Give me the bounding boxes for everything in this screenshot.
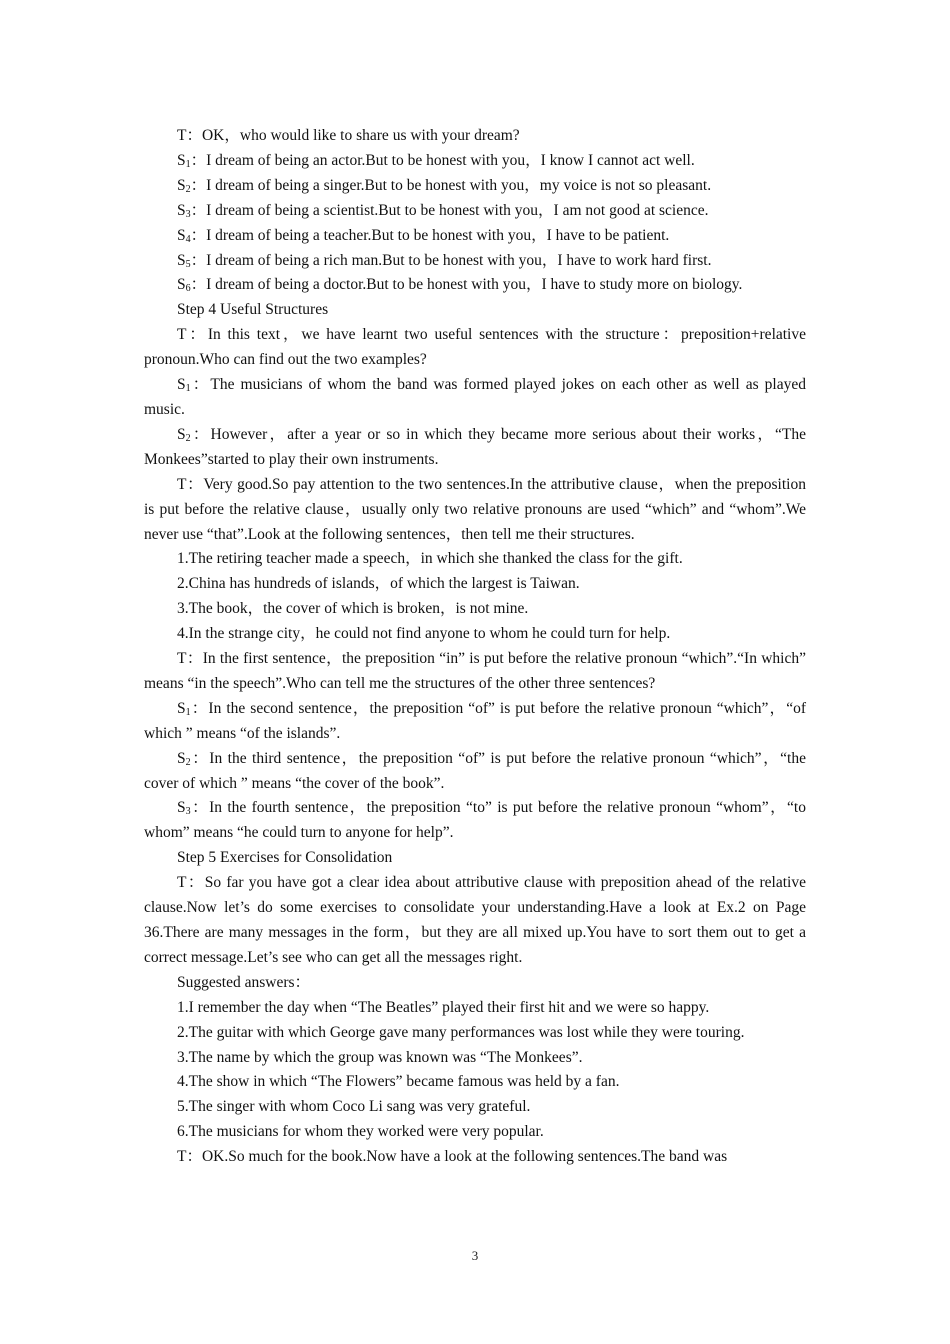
paragraph-text: 2.China has hundreds of islands，of which the largest is Taiwan. <box>177 575 580 593</box>
speaker-label: T <box>177 1148 187 1166</box>
paragraph-text: The musicians of whom the band was formed played jokes on each other as well as played music. <box>144 376 806 418</box>
dialogue-paragraph <box>144 249 806 274</box>
speaker-label: S <box>177 226 186 244</box>
paragraph-text: However，after a year or so in which they became more serious about their works，“The Monkees”started to play their own instruments. <box>144 425 806 468</box>
speaker-subscript: 1 <box>185 706 191 718</box>
text-paragraph <box>144 298 806 323</box>
dialogue-paragraph <box>144 323 806 373</box>
dialogue-paragraph <box>144 796 806 846</box>
speaker-label: S <box>177 749 186 767</box>
paragraph-text: I dream of being a teacher.But to be honest with you，I have to be patient. <box>206 226 670 244</box>
paragraph-text: 1.The retiring teacher made a speech，in which she thanked the class for the gift. <box>177 550 683 568</box>
speaker-label: S <box>177 251 186 269</box>
dialogue-paragraph <box>144 149 806 174</box>
speaker-subscript: 3 <box>185 806 191 818</box>
text-paragraph <box>144 622 806 647</box>
paragraph-text: I dream of being a doctor.But to be honest with you，I have to study more on biology. <box>206 276 743 294</box>
speaker-subscript: 5 <box>185 258 191 270</box>
paragraph-text: 4.The show in which “The Flowers” became famous was held by a fan. <box>177 1073 620 1091</box>
dialogue-paragraph <box>144 871 806 971</box>
dialogue-paragraph <box>144 273 806 298</box>
speaker-subscript: 4 <box>185 233 191 245</box>
paragraph-text: In the third sentence，the preposition “of” is put before the relative pronoun “which”，“the cover of which ” means “the cover of the book”. <box>144 749 806 792</box>
speaker-subscript: 3 <box>185 208 191 220</box>
speaker-separator: ： <box>190 749 210 767</box>
paragraph-text: I dream of being a singer.But to be honest with you，my voice is not so pleasant. <box>206 176 712 194</box>
speaker-separator: ： <box>190 251 207 269</box>
text-paragraph <box>144 597 806 622</box>
speaker-label: S <box>177 276 186 294</box>
speaker-label: T <box>177 326 187 344</box>
paragraph-text: 2.The guitar with which George gave many performances was lost while they were touring. <box>177 1023 745 1041</box>
dialogue-paragraph <box>144 224 806 249</box>
speaker-label: S <box>177 201 186 219</box>
dialogue-paragraph <box>144 747 806 797</box>
text-paragraph <box>144 1095 806 1120</box>
speaker-subscript: 2 <box>185 183 191 195</box>
speaker-subscript: 1 <box>185 158 191 170</box>
text-paragraph <box>144 547 806 572</box>
speaker-label: T <box>177 127 187 144</box>
text-paragraph <box>144 971 806 996</box>
paragraph-text: 5.The singer with whom Coco Li sang was very grateful. <box>177 1098 531 1116</box>
speaker-separator: ： <box>186 1148 202 1166</box>
speaker-label: S <box>177 176 186 194</box>
text-paragraph <box>144 996 806 1021</box>
page-number: 3 <box>471 1248 479 1263</box>
document-body <box>144 124 806 1170</box>
text-paragraph <box>144 572 806 597</box>
speaker-separator: ： <box>190 425 211 443</box>
speaker-subscript: 1 <box>185 383 191 395</box>
paragraph-text: Step 4 Useful Structures <box>177 301 329 319</box>
speaker-separator: ： <box>190 151 207 169</box>
speaker-label: S <box>177 425 186 443</box>
speaker-label: T <box>177 874 187 892</box>
paragraph-text: In the fourth sentence，the preposition “to” is put before the relative pronoun “whom”，“to whom” means “he could turn to anyone for help”. <box>144 799 806 842</box>
paragraph-text: I dream of being a rich man.But to be honest with you，I have to work hard first. <box>206 251 712 269</box>
speaker-separator: ： <box>190 176 207 194</box>
speaker-separator: ： <box>190 799 210 817</box>
paragraph-text: OK.So much for the book.Now have a look at the following sentences.The band was <box>201 1148 728 1166</box>
dialogue-paragraph <box>144 423 806 473</box>
speaker-label: T <box>177 475 187 493</box>
speaker-separator: ： <box>190 226 207 244</box>
speaker-separator: ： <box>190 201 207 219</box>
text-paragraph <box>144 1070 806 1095</box>
paragraph-text: 1.I remember the day when “The Beatles” played their first hit and we were so happy. <box>177 998 710 1016</box>
speaker-subscript: 6 <box>185 283 191 295</box>
dialogue-paragraph <box>144 199 806 224</box>
paragraph-text: 6.The musicians for whom they worked were very popular. <box>177 1123 544 1141</box>
speaker-separator: ： <box>186 326 208 344</box>
dialogue-paragraph <box>144 697 806 747</box>
paragraph-text: Step 5 Exercises for Consolidation <box>177 849 393 867</box>
speaker-subscript: 2 <box>185 432 191 444</box>
paragraph-text: OK，who would like to share us with your dream? <box>201 127 520 144</box>
speaker-label: S <box>177 699 186 717</box>
text-paragraph <box>144 1120 806 1145</box>
paragraph-text: 4.In the strange city，he could not find anyone to whom he could turn for help. <box>177 625 671 643</box>
dialogue-paragraph <box>144 1145 806 1170</box>
paragraph-text: In the first sentence，the preposition “in” is put before the relative pronoun “which”.“In which” means “in the speech”.Who can tell me the structures of the other three sentences? <box>144 650 806 692</box>
dialogue-paragraph <box>144 647 806 697</box>
speaker-separator: ： <box>190 699 209 717</box>
text-paragraph <box>144 1046 806 1071</box>
speaker-separator: ： <box>186 127 202 144</box>
speaker-label: S <box>177 151 186 169</box>
speaker-separator: ： <box>186 650 203 668</box>
dialogue-paragraph <box>144 174 806 199</box>
speaker-label: S <box>177 799 186 817</box>
dialogue-paragraph <box>144 124 806 149</box>
paragraph-text: In this text，we have learnt two useful sentences with the structure：preposition+relative pronoun.Who can find out the two examples? <box>144 326 806 369</box>
paragraph-text: So far you have got a clear idea about attributive clause with preposition ahead of the relative clause.Now let’s do some exercises to consolidate your understanding.Have a look at Ex.2 on Page 36.There are many messages in the form，but they are all mixed up.You have to sort them out to get a correct message.Let’s see who can get all the messages right. <box>144 874 806 966</box>
paragraph-text: 3.The name by which the group was known was “The Monkees”. <box>177 1048 583 1066</box>
paragraph-text: I dream of being an actor.But to be honest with you，I know I cannot act well. <box>206 151 695 169</box>
paragraph-text: In the second sentence，the preposition “of” is put before the relative pronoun “which”，“of which ” means “of the islands”. <box>144 699 806 742</box>
speaker-subscript: 2 <box>185 756 191 768</box>
speaker-separator: ： <box>186 874 205 892</box>
dialogue-paragraph <box>144 373 806 423</box>
paragraph-text: 3.The book，the cover of which is broken，is not mine. <box>177 600 529 618</box>
text-paragraph <box>144 846 806 871</box>
speaker-label: S <box>177 376 186 394</box>
speaker-separator: ： <box>186 475 204 493</box>
speaker-separator: ： <box>190 376 211 394</box>
text-paragraph <box>144 1021 806 1046</box>
paragraph-text: I dream of being a scientist.But to be honest with you，I am not good at science. <box>206 201 709 219</box>
paragraph-text: Very good.So pay attention to the two sentences.In the attributive clause，when the preposition is put before the relative clause，usually only two relative pronouns are used “which” and “whom”.We never use “that”.Look at the following sentences，then tell me their structures. <box>144 475 806 543</box>
speaker-label: T <box>177 650 187 668</box>
paragraph-text: Suggested answers： <box>177 973 311 991</box>
speaker-separator: ： <box>190 276 207 294</box>
dialogue-paragraph <box>144 473 806 548</box>
